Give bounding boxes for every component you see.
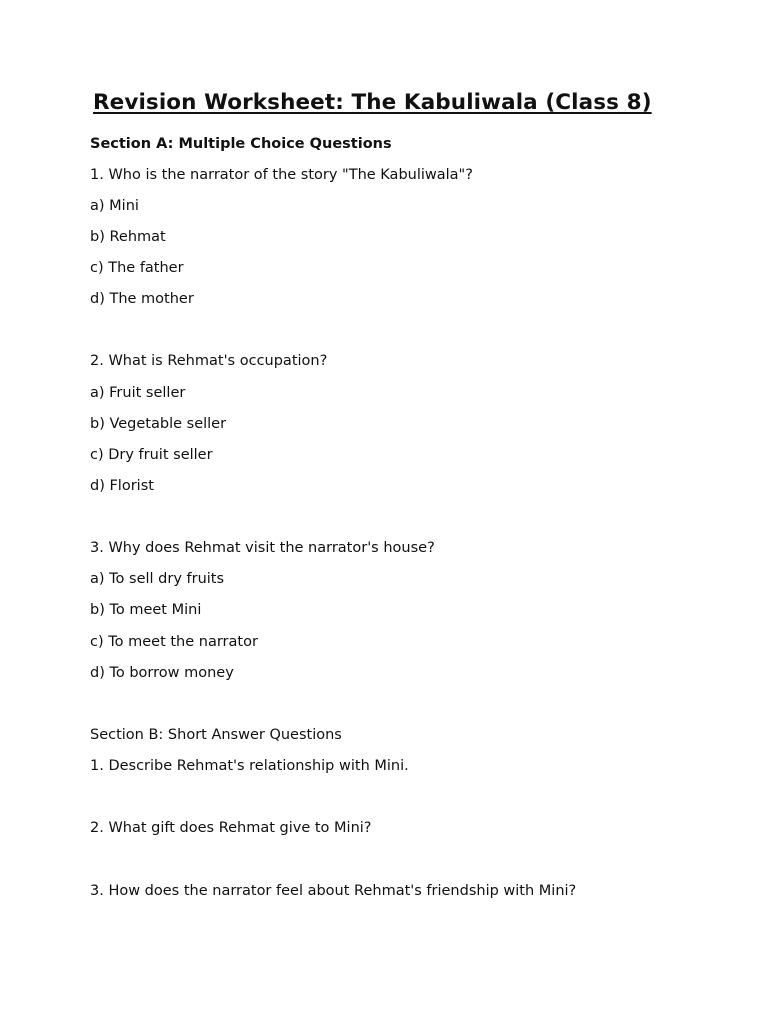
mcq-3-question: 3. Why does Rehmat visit the narrator's house?	[90, 540, 435, 556]
short-answer-2: 2. What gift does Rehmat give to Mini?	[90, 820, 372, 836]
mcq-2-option-c: c) Dry fruit seller	[90, 447, 213, 463]
mcq-2-option-d: d) Florist	[90, 478, 154, 494]
short-answer-3: 3. How does the narrator feel about Rehmat's friendship with Mini?	[90, 883, 577, 899]
mcq-1-option-a: a) Mini	[90, 198, 139, 214]
mcq-3-option-b: b) To meet Mini	[90, 602, 202, 618]
mcq-1-question: 1. Who is the narrator of the story "The Kabuliwala"?	[90, 167, 473, 183]
mcq-3-option-d: d) To borrow money	[90, 665, 234, 681]
mcq-2-option-a: a) Fruit seller	[90, 385, 186, 401]
short-answer-1: 1. Describe Rehmat's relationship with Mini.	[90, 758, 409, 774]
worksheet-title: Revision Worksheet: The Kabuliwala (Class 8)	[93, 90, 652, 115]
mcq-1-option-b: b) Rehmat	[90, 229, 166, 245]
mcq-1-option-c: c) The father	[90, 260, 184, 276]
section-b-heading: Section B: Short Answer Questions	[90, 727, 342, 743]
mcq-1-option-d: d) The mother	[90, 291, 194, 307]
mcq-3-option-a: a) To sell dry fruits	[90, 571, 225, 587]
mcq-2-option-b: b) Vegetable seller	[90, 416, 227, 432]
section-a-heading: Section A: Multiple Choice Questions	[90, 136, 392, 152]
mcq-3-option-c: c) To meet the narrator	[90, 634, 258, 650]
mcq-2-question: 2. What is Rehmat's occupation?	[90, 353, 328, 369]
